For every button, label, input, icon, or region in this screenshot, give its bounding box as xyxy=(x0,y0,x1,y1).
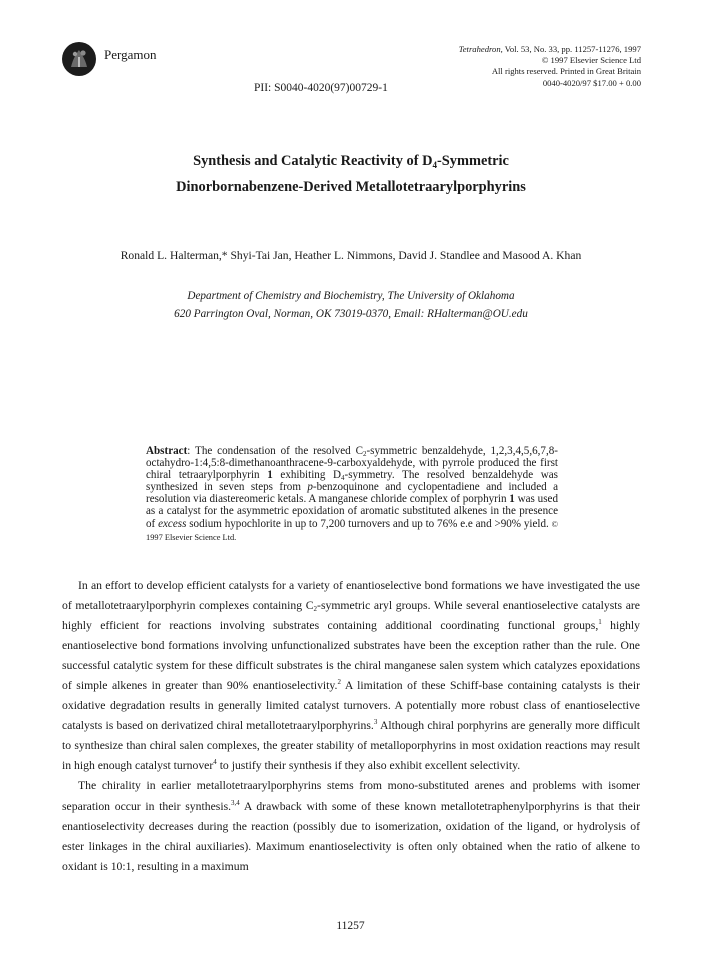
abstract: Abstract: The condensation of the resolved $C_2$-symmetric benzaldehyde, 1,2,3,4,5,6,7,8-octahydro-1:4,5:8-dimethanoanthracene-9-carboxyaldehyde, with pyrrole produced the first chiral tetraarylporphyrin 1 exhibiting $D_4$-symmetry. The resolved benzaldehyde was synthesized in seven steps from p-benzoquinone and cyclopentadiene and included a resolution via diastereomeric ketals. A manganese chloride complex of porphyrin 1 was used as a catalyst for the asymmetric epoxidation of aromatic substituted alkenes in the presence of excess sodium hypochlorite in up to 7,200 turnovers and up to 76% e.e and >90% yield. © 1997 Elsevier Science Ltd. xyxy=(146,445,559,542)
article-body xyxy=(62,576,640,877)
price-line: 0040-4020/97 $17.00 + 0.00 xyxy=(542,77,641,88)
article-title xyxy=(60,148,642,200)
body-paragraph-2: The chirality in earlier metallotetraarylporphyrins stems from mono-substituted arenes and problems with isomer separation occur in their synthesis.$^{3,4}$ A drawback with some of these known metallotetraphenylporphyrins is that their enantioselectivity decreases during the reaction (possibly due to isomerization, oxidation of the ligand, or hydrolysis of ester linkages in the chiral auxiliaries). Maximum enantioselectivity is often only obtained when the ratio of alkene to oxidant is 10:1, resulting in a maximum xyxy=(62,779,640,873)
copyright-line: © 1997 Elsevier Science Ltd xyxy=(541,55,641,66)
journal-metadata xyxy=(361,44,641,89)
author-list: Ronald L. Halterman,* Shyi-Tai Jan, Heather L. Nimmons, David J. Standlee and Masood A. Khan xyxy=(120,249,582,262)
reference-mark: 4 xyxy=(213,758,217,767)
citation-details: , Vol. 53, No. 33, pp. 11257-11276, 1997 xyxy=(500,44,641,54)
reference-mark: 3,4 xyxy=(231,798,240,807)
abstract-label: Abstract xyxy=(146,445,188,457)
reference-mark: 1 xyxy=(598,618,602,627)
reference-mark: 3 xyxy=(373,718,378,727)
abstract-copyright: © 1997 Elsevier Science Ltd. xyxy=(146,519,559,542)
affiliation xyxy=(60,287,642,323)
publisher-name: Pergamon xyxy=(104,47,157,62)
citation-line xyxy=(361,44,641,55)
page-number: 11257 xyxy=(336,920,365,932)
pii-identifier: PII: S0040-4020(97)00729-1 xyxy=(254,82,388,94)
affiliation-line-2: 620 Parrington Oval, Norman, OK 73019-0370, Email: RHalterman@OU.edu xyxy=(174,308,528,320)
title-line-2: Dinorbornabenzene-Derived Metallotetraarylporphyrins xyxy=(176,179,526,195)
reference-mark: 2 xyxy=(337,678,341,687)
title-line-1: Synthesis and Catalytic Reactivity of $D_4$-Symmetric xyxy=(193,153,509,170)
journal-name: Tetrahedron xyxy=(458,44,501,54)
affiliation-line-1: Department of Chemistry and Biochemistry, The University of Oklahoma xyxy=(187,290,515,302)
rights-line: All rights reserved. Printed in Great Britain xyxy=(491,66,641,77)
body-paragraph-1: In an effort to develop efficient catalysts for a variety of enantioselective bond formations we have investigated the use of metallotetraarylporphyrin complexes containing $C_2$-symmetric aryl groups. While several enantioselective catalysts are highly efficient for reactions involving substrates containing additional coordinating functional groups,$^1$ highly enantioselective bond formations involving unfunctionalized substrates have been the exception rather than the rule. One successful catalytic system for these difficult substrates is the chiral manganese salen system which catalyzes epoxidations of simple alkenes in greater than 90% enantioselectivity.$^2$ A limitation of these Schiff-base containing catalysts is their oxidative degradation results in generally limited catalyst turnovers. A potentially more robust class of enantioselective catalysts is based on derivatized chiral metallotetraarylporphyrins.$^3$ Although chiral porphyrins are generally more difficult to synthesize than chiral salen complexes, the greater stability of metalloporphyrins in most oxidation reactions may result in high enough catalyst turnover$^4$ to justify their synthesis if they also exhibit excellent selectivity. xyxy=(62,579,641,773)
elsevier-logo-icon xyxy=(62,42,96,76)
